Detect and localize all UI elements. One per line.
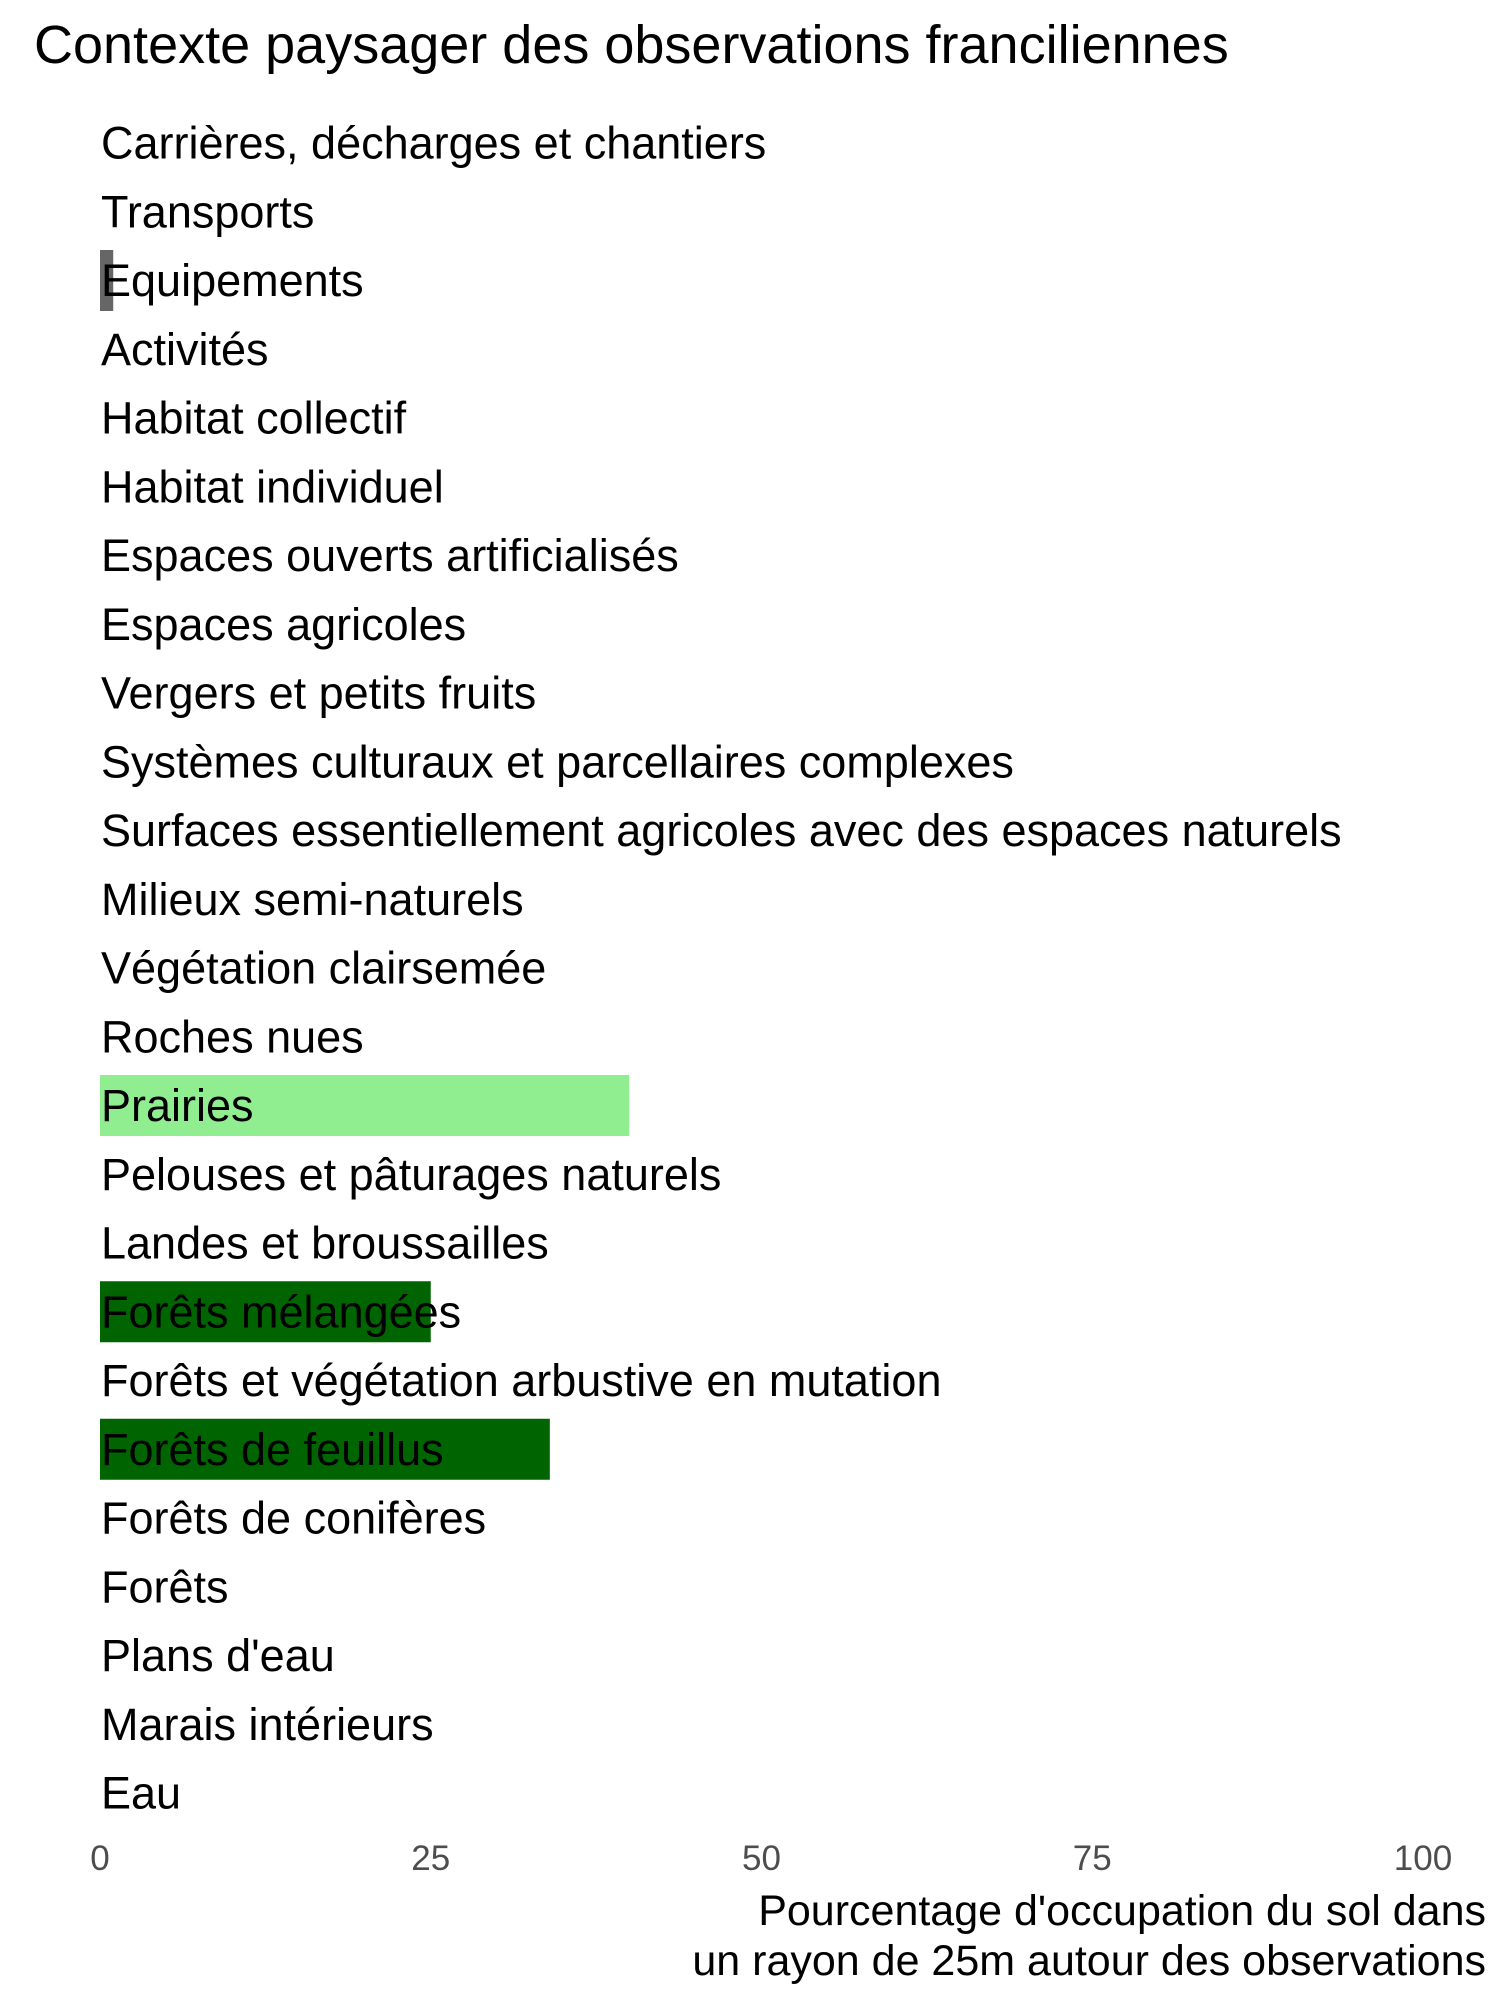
category-label-4: Habitat collectif	[101, 392, 407, 444]
x-tick-label-100: 100	[1393, 1839, 1453, 1878]
x-axis-ticks	[90, 1839, 1452, 1878]
x-tick-label-0: 0	[90, 1839, 110, 1878]
category-label-7: Espaces agricoles	[101, 598, 467, 650]
category-label-6: Espaces ouverts artificialisés	[101, 530, 679, 581]
category-label-5: Habitat individuel	[101, 461, 444, 513]
category-label-9: Systèmes culturaux et parcellaires complexes	[101, 736, 1014, 788]
category-label-13: Roches nues	[101, 1011, 364, 1063]
x-axis-title-line-2: un rayon de 25m autour des observations	[692, 1937, 1486, 1985]
category-label-15: Pelouses et pâturages naturels	[101, 1148, 722, 1200]
x-tick-label-25: 25	[411, 1839, 451, 1878]
category-label-3: Activités	[101, 323, 269, 375]
category-label-24: Eau	[101, 1767, 182, 1819]
category-label-23: Marais intérieurs	[101, 1698, 434, 1750]
category-label-10: Surfaces essentiellement agricoles avec des espaces naturels	[101, 805, 1342, 856]
x-tick-label-50: 50	[742, 1839, 781, 1878]
category-label-0: Carrières, décharges et chantiers	[101, 117, 767, 169]
category-label-14: Prairies	[101, 1080, 254, 1131]
category-label-19: Forêts de feuillus	[101, 1423, 444, 1475]
category-label-12: Végétation clairsemée	[101, 942, 547, 994]
category-label-8: Vergers et petits fruits	[101, 667, 537, 719]
category-label-2: Equipements	[101, 255, 364, 306]
category-label-11: Milieux semi-naturels	[101, 873, 524, 925]
chart-title: Contexte paysager des observations franciliennes	[34, 15, 1229, 75]
x-axis-title	[692, 1886, 1486, 1986]
category-labels	[101, 118, 1342, 1819]
x-tick-label-75: 75	[1072, 1839, 1112, 1878]
category-label-20: Forêts de conifères	[101, 1492, 487, 1544]
category-label-18: Forêts et végétation arbustive en mutation	[101, 1355, 942, 1406]
category-label-22: Plans d'eau	[101, 1630, 335, 1681]
category-label-21: Forêts	[101, 1561, 229, 1613]
category-label-1: Transports	[101, 186, 315, 238]
x-axis-title-line-1: Pourcentage d'occupation du sol dans	[758, 1887, 1486, 1935]
category-label-16: Landes et broussailles	[101, 1217, 549, 1269]
category-label-17: Forêts mélangées	[101, 1286, 462, 1338]
